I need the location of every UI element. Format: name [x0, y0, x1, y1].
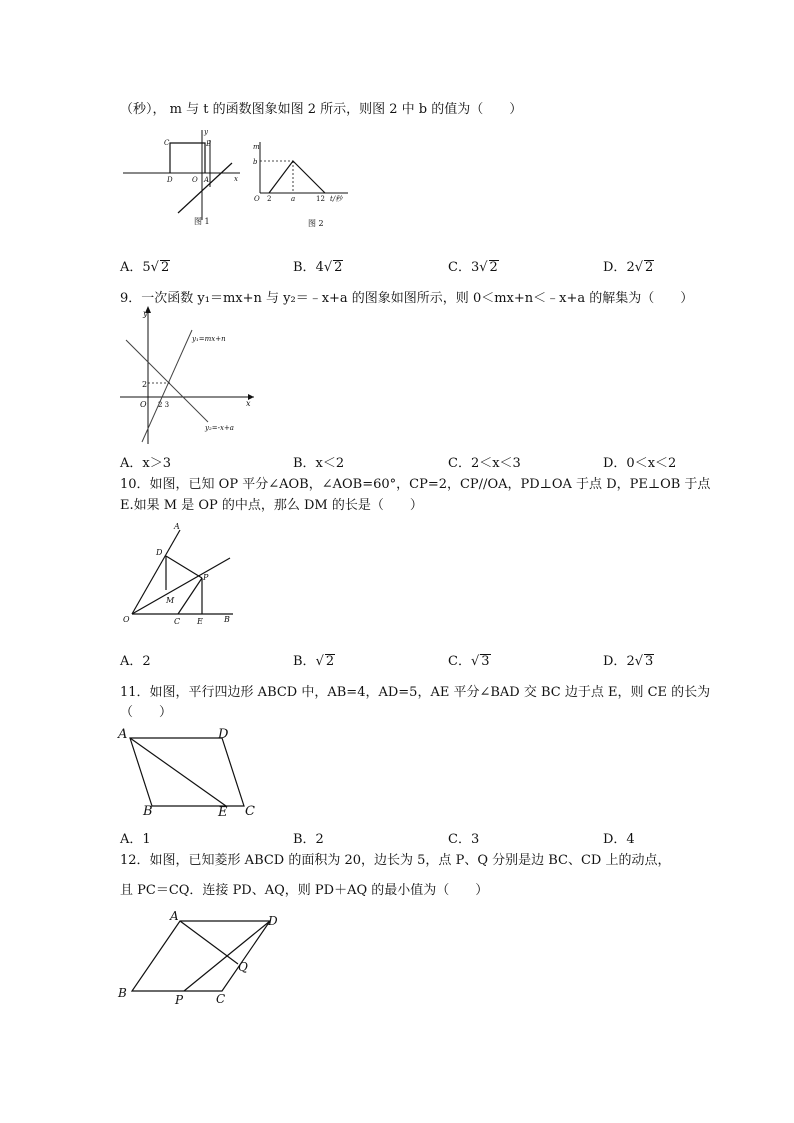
q11-label-a: A	[118, 727, 128, 742]
q8-fig2-label-2: 2	[267, 195, 272, 203]
q12-stem-line-1: 12．如图，已知菱形 ABCD 的面积为 20，边长为 5，点 P、Q 分别是边 BC、CD 上的动点，	[120, 853, 671, 868]
q9-line1-label: y₁=mx+n	[192, 335, 226, 343]
q9-option-c: C．2＜x＜3	[448, 456, 521, 471]
q10-label-m: M	[166, 596, 175, 605]
q8-fig1-label-c: C	[164, 139, 170, 147]
q8-fig1-label-o: O	[192, 176, 198, 184]
q8-option-b: B．4√ 2	[293, 260, 343, 275]
q8-fig2-label-b: b	[253, 158, 258, 166]
q9-line2-label: y₂=-x+a	[205, 424, 234, 432]
q12-label-a: A	[170, 909, 179, 923]
q8-fig2-label-o: O	[254, 195, 260, 203]
q11-option-d: D．4	[603, 832, 635, 847]
q8-fig2-caption: 图 2	[308, 219, 324, 228]
q12-figure	[116, 907, 286, 1012]
q11-stem-line-2: （ ）	[120, 705, 173, 720]
q11-label-b: B	[143, 804, 153, 819]
q8-fig1-label-y: y	[204, 128, 208, 136]
q11-figure	[116, 722, 266, 822]
q9-option-d: D．0＜x＜2	[603, 456, 677, 471]
q9-x-ticks: 2 3	[158, 401, 170, 409]
q10-option-a: A．2	[120, 654, 151, 669]
q9-y-tick: 2	[142, 380, 148, 389]
q8-fig1-caption: 图 1	[194, 217, 210, 226]
q9-origin-label: O	[140, 400, 147, 409]
q11-option-a: A．1	[120, 832, 151, 847]
q12-label-c: C	[216, 992, 226, 1006]
q8-fig2-label-12: 12	[316, 195, 325, 203]
q12-label-p: P	[175, 993, 184, 1007]
q10-label-c: C	[174, 617, 181, 626]
q9-y-label: y	[143, 309, 148, 318]
q8-stem: （秒）， m 与 t 的函数图象如图 2 所示，则图 2 中 b 的值为（ ）	[120, 102, 523, 117]
q12-label-b: B	[118, 986, 127, 1000]
q12-label-d: D	[268, 914, 278, 928]
q10-stem-line-2: E.如果 M 是 OP 的中点，那么 DM 的长是（ ）	[120, 498, 423, 513]
q9-option-b: B．x＜2	[293, 456, 345, 471]
q11-option-c: C．3	[448, 832, 480, 847]
q10-label-o: O	[123, 615, 130, 624]
q10-figure	[118, 518, 243, 630]
q11-option-b: B．2	[293, 832, 324, 847]
q10-label-d: D	[156, 548, 163, 557]
q8-fig2-label-a: a	[291, 195, 296, 203]
q11-stem-line-1: 11．如图，平行四边形 ABCD 中，AB=4，AD=5，AE 平分∠BAD 交 BC 边于点 E，则 CE 的长为	[120, 685, 711, 700]
q8-fig2-label-m: m	[253, 143, 260, 151]
q11-label-c: C	[245, 804, 255, 819]
q11-label-d: D	[218, 727, 229, 742]
q9-x-label: x	[246, 399, 251, 408]
q12-stem-line-2: 且 PC＝CQ．连接 PD、AQ，则 PD＋AQ 的最小值为（ ）	[120, 883, 489, 898]
q8-option-c: C．3√ 2	[448, 260, 498, 275]
q8-figure-2	[252, 138, 352, 233]
q10-stem-line-1: 10．如图，已知 OP 平分∠AOB，∠AOB=60°，CP=2，CP//OA，PD⊥OA 于点 D，PE⊥OB 于点	[120, 477, 711, 492]
q10-label-p: P	[203, 573, 209, 582]
q8-fig1-label-x: x	[234, 175, 238, 183]
q10-option-b: B．√ 2	[293, 654, 335, 669]
q9-stem: 9．一次函数 y₁＝mx+n 与 y₂＝﹣x+a 的图象如图所示，则 0＜mx+n＜﹣x+a 的解集为（ ）	[120, 291, 694, 306]
q8-figure-1	[118, 125, 248, 230]
q12-label-q: Q	[238, 960, 248, 974]
q8-fig1-label-b: B	[206, 140, 212, 148]
q10-label-b: B	[224, 615, 230, 624]
q8-fig1-label-d: D	[167, 176, 173, 184]
q9-graph	[118, 304, 258, 449]
q10-option-c: C．√ 3	[448, 654, 490, 669]
q9-option-a: A．x＞3	[120, 456, 171, 471]
q10-label-e: E	[197, 617, 203, 626]
q11-label-e: E	[218, 805, 228, 820]
q8-option-a: A．5√ 2	[120, 260, 170, 275]
q8-fig1-label-a: A	[204, 176, 210, 184]
q8-fig2-label-t: t/秒	[330, 195, 343, 203]
q8-option-d: D．2√ 2	[603, 260, 654, 275]
q10-option-d: D．2√ 3	[603, 654, 654, 669]
q10-label-a: A	[174, 522, 180, 531]
